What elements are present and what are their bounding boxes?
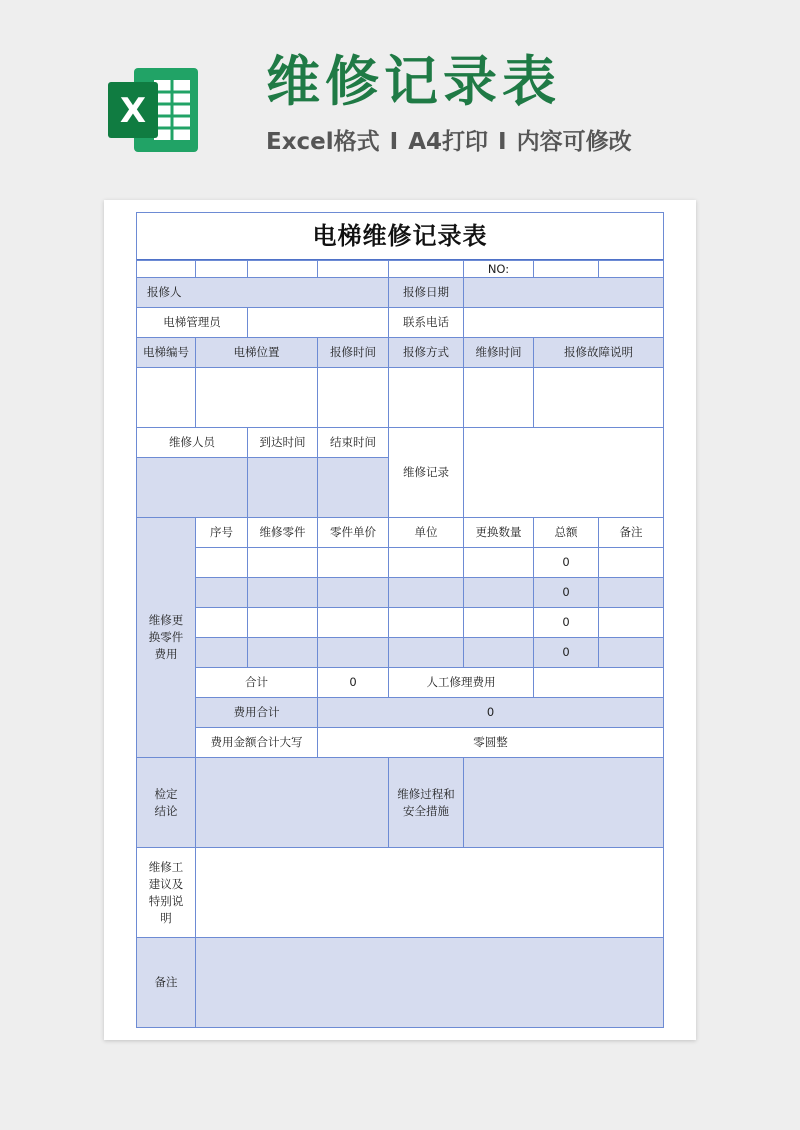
blank-cell[interactable] — [388, 260, 464, 278]
part-index-field[interactable] — [195, 637, 248, 668]
elevator-location-header: 电梯位置 — [195, 337, 318, 368]
phone-field[interactable] — [463, 307, 664, 338]
remarks-label: 备注 — [136, 937, 196, 1028]
repair-staff-header: 维修人员 — [136, 427, 248, 458]
blank-cell[interactable] — [247, 260, 318, 278]
part-price-field[interactable] — [317, 547, 389, 578]
part-quantity-field[interactable] — [463, 547, 534, 578]
blank-cell[interactable] — [317, 260, 389, 278]
parts-header-part: 维修零件 — [247, 517, 318, 548]
banner-subtitle — [266, 124, 632, 160]
part-price-field[interactable] — [317, 637, 389, 668]
parts-section-label-text: 维修更换零件费用 — [148, 613, 184, 661]
suggestion-label — [136, 847, 196, 938]
report-time-header: 报修时间 — [317, 337, 389, 368]
part-price-field[interactable] — [317, 577, 389, 608]
manager-field[interactable] — [247, 307, 389, 338]
report-date-label: 报修日期 — [388, 277, 464, 308]
part-unit-field[interactable] — [388, 577, 464, 608]
remarks-field[interactable] — [195, 937, 664, 1028]
reporter-label: 报修人 — [136, 277, 389, 308]
repair-time-header: 维修时间 — [463, 337, 534, 368]
part-remarks-field[interactable] — [598, 577, 664, 608]
part-remarks-field[interactable] — [598, 637, 664, 668]
part-name-field[interactable] — [247, 577, 318, 608]
total-cost-label: 费用合计 — [195, 697, 318, 728]
part-index-field[interactable] — [195, 607, 248, 638]
parts-section-label — [136, 517, 196, 758]
fault-description-header: 报修故障说明 — [533, 337, 664, 368]
blank-cell[interactable] — [195, 260, 248, 278]
logo-letter: X — [119, 91, 147, 131]
part-unit-field[interactable] — [388, 547, 464, 578]
sheet-title-cell — [136, 212, 664, 261]
elevator-no-field[interactable] — [136, 367, 196, 428]
phone-label: 联系电话 — [388, 307, 464, 338]
subtitle-separator: I — [389, 129, 399, 155]
blank-cell[interactable] — [598, 260, 664, 278]
process-safety-label-text: 维修过程和安全措施 — [397, 786, 455, 818]
report-method-field[interactable] — [388, 367, 464, 428]
part-quantity-field[interactable] — [463, 607, 534, 638]
total-cost-value: 0 — [317, 697, 664, 728]
part-price-field[interactable] — [317, 607, 389, 638]
part-quantity-field[interactable] — [463, 637, 534, 668]
part-total-value: 0 — [533, 547, 599, 578]
report-time-field[interactable] — [317, 367, 389, 428]
part-total-value: 0 — [533, 607, 599, 638]
repair-staff-field[interactable] — [136, 457, 248, 518]
uppercase-total-label: 费用金额合计大写 — [195, 727, 318, 758]
subtitle-print: A4打印 — [408, 129, 489, 155]
subtitle-format: Excel格式 — [266, 129, 380, 155]
process-safety-label — [388, 757, 464, 848]
excel-logo-icon — [104, 62, 204, 158]
labor-cost-field[interactable] — [533, 667, 664, 698]
template-banner — [0, 0, 800, 190]
part-name-field[interactable] — [247, 607, 318, 638]
part-index-field[interactable] — [195, 577, 248, 608]
arrival-time-field[interactable] — [247, 457, 318, 518]
repair-record-form — [137, 213, 664, 1027]
parts-header-unit: 单位 — [388, 517, 464, 548]
no-label: NO: — [463, 260, 534, 278]
part-total-value: 0 — [533, 577, 599, 608]
parts-header-unit-price: 零件单价 — [317, 517, 389, 548]
suggestion-field[interactable] — [195, 847, 664, 938]
part-unit-field[interactable] — [388, 607, 464, 638]
parts-header-total: 总额 — [533, 517, 599, 548]
part-remarks-field[interactable] — [598, 547, 664, 578]
suggestion-label-text: 维修工建议及特别说明 — [148, 859, 184, 925]
elevator-no-header: 电梯编号 — [136, 337, 196, 368]
sheet-title: 电梯维修记录表 — [312, 221, 488, 250]
process-safety-field[interactable] — [463, 757, 664, 848]
document-page — [104, 200, 696, 1040]
labor-cost-label: 人工修理费用 — [388, 667, 534, 698]
blank-cell[interactable] — [136, 260, 196, 278]
part-name-field[interactable] — [247, 637, 318, 668]
inspection-field[interactable] — [195, 757, 389, 848]
end-time-field[interactable] — [317, 457, 389, 518]
repair-record-field[interactable] — [463, 427, 664, 518]
part-unit-field[interactable] — [388, 637, 464, 668]
elevator-location-field[interactable] — [195, 367, 318, 428]
part-total-value: 0 — [533, 637, 599, 668]
report-method-header: 报修方式 — [388, 337, 464, 368]
part-name-field[interactable] — [247, 547, 318, 578]
end-time-header: 结束时间 — [317, 427, 389, 458]
part-quantity-field[interactable] — [463, 577, 534, 608]
inspection-label — [136, 757, 196, 848]
subtitle-separator: I — [498, 129, 507, 155]
manager-label: 电梯管理员 — [136, 307, 248, 338]
parts-header-index: 序号 — [195, 517, 248, 548]
banner-title: 维修记录表 — [266, 50, 561, 113]
parts-header-quantity: 更换数量 — [463, 517, 534, 548]
repair-time-field[interactable] — [463, 367, 534, 428]
uppercase-total-value: 零圆整 — [317, 727, 664, 758]
no-value-field[interactable] — [533, 260, 599, 278]
subtotal-label: 合计 — [195, 667, 318, 698]
fault-description-field[interactable] — [533, 367, 664, 428]
part-index-field[interactable] — [195, 547, 248, 578]
arrival-time-header: 到达时间 — [247, 427, 318, 458]
subtotal-value: 0 — [317, 667, 389, 698]
repair-record-label: 维修记录 — [388, 427, 464, 518]
parts-header-remarks: 备注 — [598, 517, 664, 548]
subtitle-editable: 内容可修改 — [516, 129, 632, 155]
part-remarks-field[interactable] — [598, 607, 664, 638]
inspection-label-text: 检定结论 — [154, 786, 178, 818]
report-date-field[interactable] — [463, 277, 664, 308]
